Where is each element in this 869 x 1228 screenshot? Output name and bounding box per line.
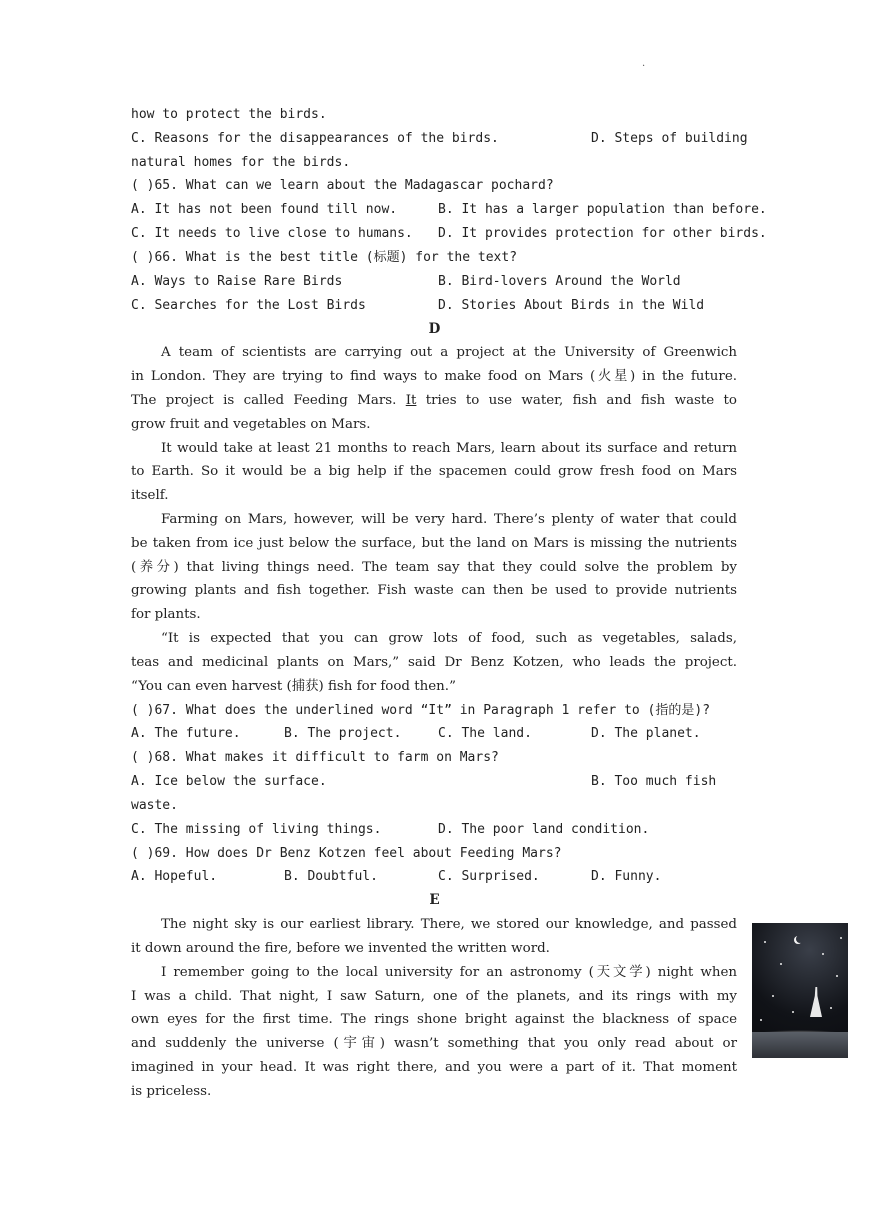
option-d: D. Steps of building <box>591 131 748 146</box>
q68-option-b-tail: waste. <box>131 798 178 813</box>
question-65-stem: ( )65. What can we learn about the Madagascar pochard? <box>131 178 554 193</box>
q68-option-a: A. Ice below the surface. <box>131 774 327 789</box>
question-66-stem: ( )66. What is the best title (标题) for the text? <box>131 250 518 265</box>
q66-option-d: D. Stories About Birds in the Wild <box>438 298 705 313</box>
option-c: C. Reasons for the disappearances of the birds. <box>131 131 499 146</box>
question-67-options <box>131 725 701 743</box>
question-67-stem: ( )67. What does the underlined word “It” in Paragraph 1 refer to (指的是)? <box>131 703 711 718</box>
q66-option-c: C. Searches for the Lost Birds <box>131 298 366 313</box>
q68-option-d: D. The poor land condition. <box>438 822 650 837</box>
q67-option-b: B. The project. <box>284 726 402 741</box>
option-b-tail: how to protect the birds. <box>131 107 327 122</box>
q65-option-c: C. It needs to live close to humans. <box>131 226 413 241</box>
q68-option-c: C. The missing of living things. <box>131 822 382 837</box>
girl-silhouette-icon <box>810 987 822 1017</box>
q69-option-b: B. Doubtful. <box>284 869 378 884</box>
question-68-row-cd <box>131 821 650 839</box>
q68-option-b: B. Too much fish <box>591 774 717 789</box>
q69-option-a: A. Hopeful. <box>131 869 218 884</box>
option-d-tail: natural homes for the birds. <box>131 155 351 170</box>
q65-option-a: A. It has not been found till now. <box>131 202 398 217</box>
night-sky-illustration <box>752 923 848 1058</box>
q66-option-b: B. Bird-lovers Around the World <box>438 274 681 289</box>
question-69-options <box>131 868 662 886</box>
q69-option-c: C. Surprised. <box>438 869 540 884</box>
question-65-row-cd <box>131 225 767 243</box>
header-mark: . <box>642 58 646 69</box>
section-d-heading: D <box>428 321 441 337</box>
question-68-row-ab <box>131 773 717 791</box>
section-e-heading: E <box>429 892 440 908</box>
question-66-row-cd <box>131 297 705 315</box>
q65-option-d: D. It provides protection for other birds. <box>438 226 767 241</box>
question-69-stem: ( )69. How does Dr Benz Kotzen feel about Feeding Mars? <box>131 846 562 861</box>
underlined-word-it: It <box>405 393 417 408</box>
q67-option-d: D. The planet. <box>591 726 701 741</box>
question-65-row-ab <box>131 201 767 219</box>
question-68-stem: ( )68. What makes it difficult to farm on Mars? <box>131 750 499 765</box>
q65-option-b: B. It has a larger population than before. <box>438 202 767 217</box>
question-66-row-ab <box>131 273 681 291</box>
q67-option-c: C. The land. <box>438 726 532 741</box>
q67-option-a: A. The future. <box>131 726 241 741</box>
question-prev-options-cd <box>131 130 748 148</box>
moon-icon <box>796 935 804 943</box>
q66-option-a: A. Ways to Raise Rare Birds <box>131 274 343 289</box>
q69-option-d: D. Funny. <box>591 869 662 884</box>
